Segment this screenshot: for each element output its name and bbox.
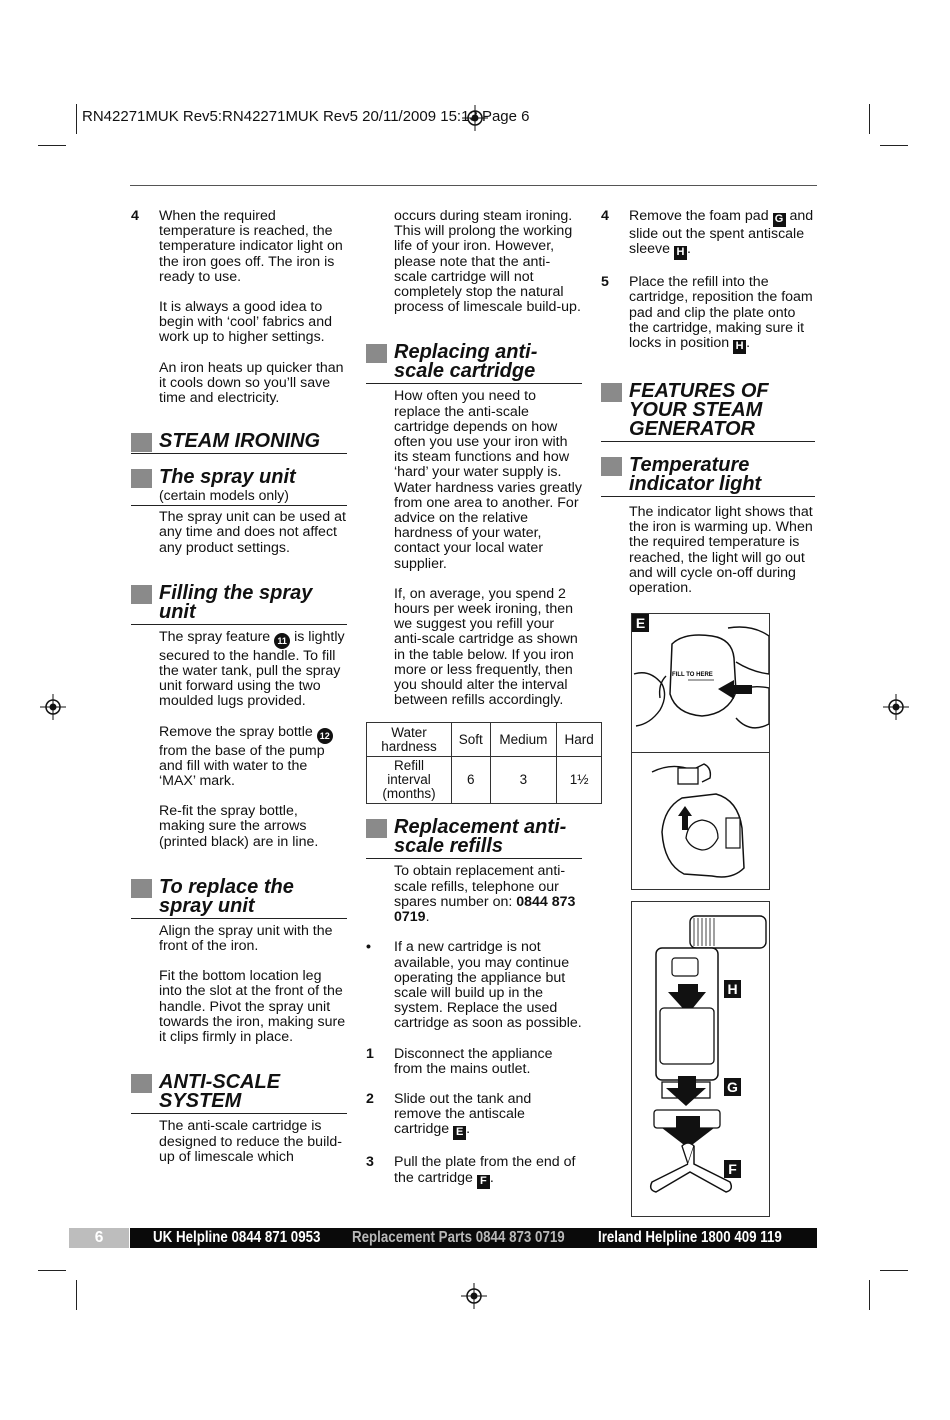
paragraph-obtain: To obtain replacement anti-scale refills, telephone our spares number on: 0844 873 0719. bbox=[394, 863, 576, 926]
heading-antiscale: ANTI-SCALE SYSTEM bbox=[131, 1073, 347, 1114]
paragraph-cool: It is always a good idea to begin with ‘cool’ fabrics and work up to higher settings. bbox=[159, 299, 332, 346]
crop-mark bbox=[869, 1280, 870, 1310]
step-text: When the required temperature is reached, the temperature indicator light on the iron goes off. The iron is ready to use. bbox=[159, 208, 343, 285]
paragraph-fit: Fit the bottom location leg into the slot at the front of the handle. Pivot the spray unit towards the iron, making sure it clips firmly in place. bbox=[159, 968, 346, 1046]
table-cell: 6 bbox=[452, 757, 491, 804]
heading-square bbox=[131, 433, 152, 452]
crop-mark bbox=[880, 145, 908, 146]
registration-mark-icon bbox=[883, 694, 909, 720]
callout-11-icon: 11 bbox=[274, 633, 290, 649]
top-rule bbox=[130, 185, 817, 186]
heading-square bbox=[131, 1074, 152, 1093]
step-5: 5 Place the refill into the cartridge, reposition the foam pad and clip the plate onto the cartridge, making sure it locks in position H . bbox=[601, 274, 813, 353]
heading-replacement-refills: Replacement anti-scale refills bbox=[366, 818, 582, 859]
crop-mark bbox=[38, 1270, 66, 1271]
label-h-icon: H bbox=[674, 246, 687, 260]
paragraph-temperature: The indicator light shows that the iron is warming up. When the required temperature is reached, the light will go out and will cycle on-off during operation. bbox=[629, 504, 813, 597]
table-header: Hard bbox=[557, 723, 602, 757]
table-header: Soft bbox=[452, 723, 491, 757]
paragraph-continued: occurs during steam ironing. This will prolong the working life of your iron. However, please note that the anti-scale cartridge will not completely stop the natural process of limescale build-up. bbox=[394, 208, 581, 316]
step-number: 4 bbox=[131, 208, 139, 224]
figure-label-g: G bbox=[724, 1078, 741, 1096]
tank-removal-illustration bbox=[632, 614, 769, 752]
label-f-icon: F bbox=[477, 1175, 490, 1189]
paragraph-how-often: How often you need to replace the anti-scale cartridge depends on how often you use your iron with its steam functions and how ‘hard’ your water supply is. Water hardness varies greatly from one area to another. For advice on the relative hardness of your water, contact your local water supplier. bbox=[394, 388, 582, 572]
registration-mark-icon bbox=[40, 694, 66, 720]
heading-square bbox=[131, 585, 152, 604]
step-3: 3 Pull the plate from the end of the cartridge F . bbox=[366, 1154, 576, 1187]
footer-replacement-parts: Replacement Parts 0844 873 0719 bbox=[352, 1229, 565, 1246]
bullet-item: • If a new cartridge is not available, you may continue operating the appliance but scale will build up in the system. Replace the used cartridge as soon as possible. bbox=[366, 939, 582, 1032]
step-4: 4 Remove the foam pad G and slide out the spent antiscale sleeve H . bbox=[601, 208, 814, 259]
refill-table bbox=[366, 722, 602, 804]
table-cell: 3 bbox=[490, 757, 557, 804]
callout-12-icon: 12 bbox=[317, 728, 333, 744]
registration-mark-icon bbox=[461, 1283, 487, 1309]
figure-label-e: E bbox=[632, 614, 649, 632]
step-4 bbox=[131, 209, 347, 285]
paragraph-heats: An iron heats up quicker than it cools down so you’ll save time and electricity. bbox=[159, 359, 344, 407]
heading-square bbox=[366, 819, 387, 838]
heading-square bbox=[131, 879, 152, 898]
crop-mark bbox=[76, 1280, 77, 1310]
heading-square bbox=[601, 383, 622, 402]
paragraph-antiscale: The anti-scale cartridge is designed to reduce the build-up of limescale which bbox=[159, 1118, 342, 1165]
column-3 bbox=[601, 209, 815, 596]
crop-mark bbox=[76, 104, 77, 134]
spares-number: 0844 873 0719 bbox=[394, 893, 576, 926]
heading-steam-ironing: STEAM IRONING bbox=[131, 432, 347, 454]
step-1: 1 Disconnect the appliance from the mains outlet. bbox=[366, 1045, 553, 1077]
label-h-icon: H bbox=[733, 340, 746, 354]
step-2: 2 Slide out the tank and remove the antiscale cartridge E . bbox=[366, 1090, 532, 1139]
table-cell: Refill interval (months) bbox=[367, 757, 452, 804]
heading-replace-spray: To replace the spray unit bbox=[131, 878, 347, 919]
file-header: RN42271MUK Rev5:RN42271MUK Rev5 20/11/2009 15:13 Page 6 bbox=[82, 108, 530, 125]
label-e-icon: E bbox=[453, 1126, 466, 1140]
crop-mark bbox=[869, 104, 870, 134]
table-row bbox=[367, 723, 602, 757]
bullet-icon: • bbox=[366, 939, 371, 956]
paragraph-remove: Remove the spray bottle 12 from the base of the pump and fill with water to the ‘MAX’ mark. bbox=[131, 725, 347, 790]
footer-page-number: 6 bbox=[69, 1228, 129, 1248]
footer-uk-helpline: UK Helpline 0844 871 0953 bbox=[153, 1229, 321, 1246]
paragraph-spray: The spray unit can be used at any time and does not affect any product settings. bbox=[159, 509, 346, 556]
crop-mark bbox=[880, 1270, 908, 1271]
heading-subtitle: (certain models only) bbox=[159, 487, 289, 504]
label-g-icon: G bbox=[773, 213, 786, 227]
cartridge-pull-illustration bbox=[632, 752, 769, 889]
paragraph-refit: Re-fit the spray bottle, making sure the arrows (printed black) are in line. bbox=[159, 803, 319, 850]
fill-to-here-label: FILL TO HERE bbox=[672, 672, 713, 678]
figure-label-f: F bbox=[724, 1160, 741, 1178]
table-cell: 1½ bbox=[557, 757, 602, 804]
paragraph-filling: The spray feature 11 is lightly secured to the handle. To fill the water tank, pull the spray unit forward using the two moulded lugs provided. bbox=[159, 628, 345, 710]
paragraph-align: Align the spray unit with the front of the iron. bbox=[159, 922, 333, 955]
crop-mark bbox=[38, 145, 66, 146]
heading-replacing-cartridge: Replacing anti-scale cartridge bbox=[366, 343, 582, 384]
table-header: Medium bbox=[490, 723, 557, 757]
heading-square bbox=[601, 457, 622, 476]
column-2 bbox=[366, 208, 594, 1189]
table-header: Water hardness bbox=[367, 723, 452, 757]
table-row bbox=[367, 757, 602, 804]
footer-ireland-helpline: Ireland Helpline 1800 409 119 bbox=[598, 1229, 782, 1246]
figure-parts bbox=[631, 901, 770, 1217]
heading-temperature: Temperature indicator light bbox=[601, 456, 815, 497]
heading-square bbox=[131, 469, 152, 488]
heading-features: FEATURES OF YOUR STEAM GENERATOR bbox=[601, 382, 815, 442]
heading-spray-unit: The spray unit (certain models only) bbox=[131, 468, 347, 506]
column-1 bbox=[131, 209, 347, 1165]
figure-e bbox=[631, 613, 770, 890]
paragraph-if-average: If, on average, you spend 2 hours per week ironing, then we suggest you refill your anti-scale cartridge as shown in the table below. If you iron more or less frequently, then you should alter the interval between refills accordingly. bbox=[394, 585, 578, 709]
heading-square bbox=[366, 344, 387, 363]
heading-filling: Filling the spray unit bbox=[131, 584, 347, 625]
cartridge-parts-illustration bbox=[632, 902, 769, 1216]
figure-label-h: H bbox=[724, 980, 741, 998]
